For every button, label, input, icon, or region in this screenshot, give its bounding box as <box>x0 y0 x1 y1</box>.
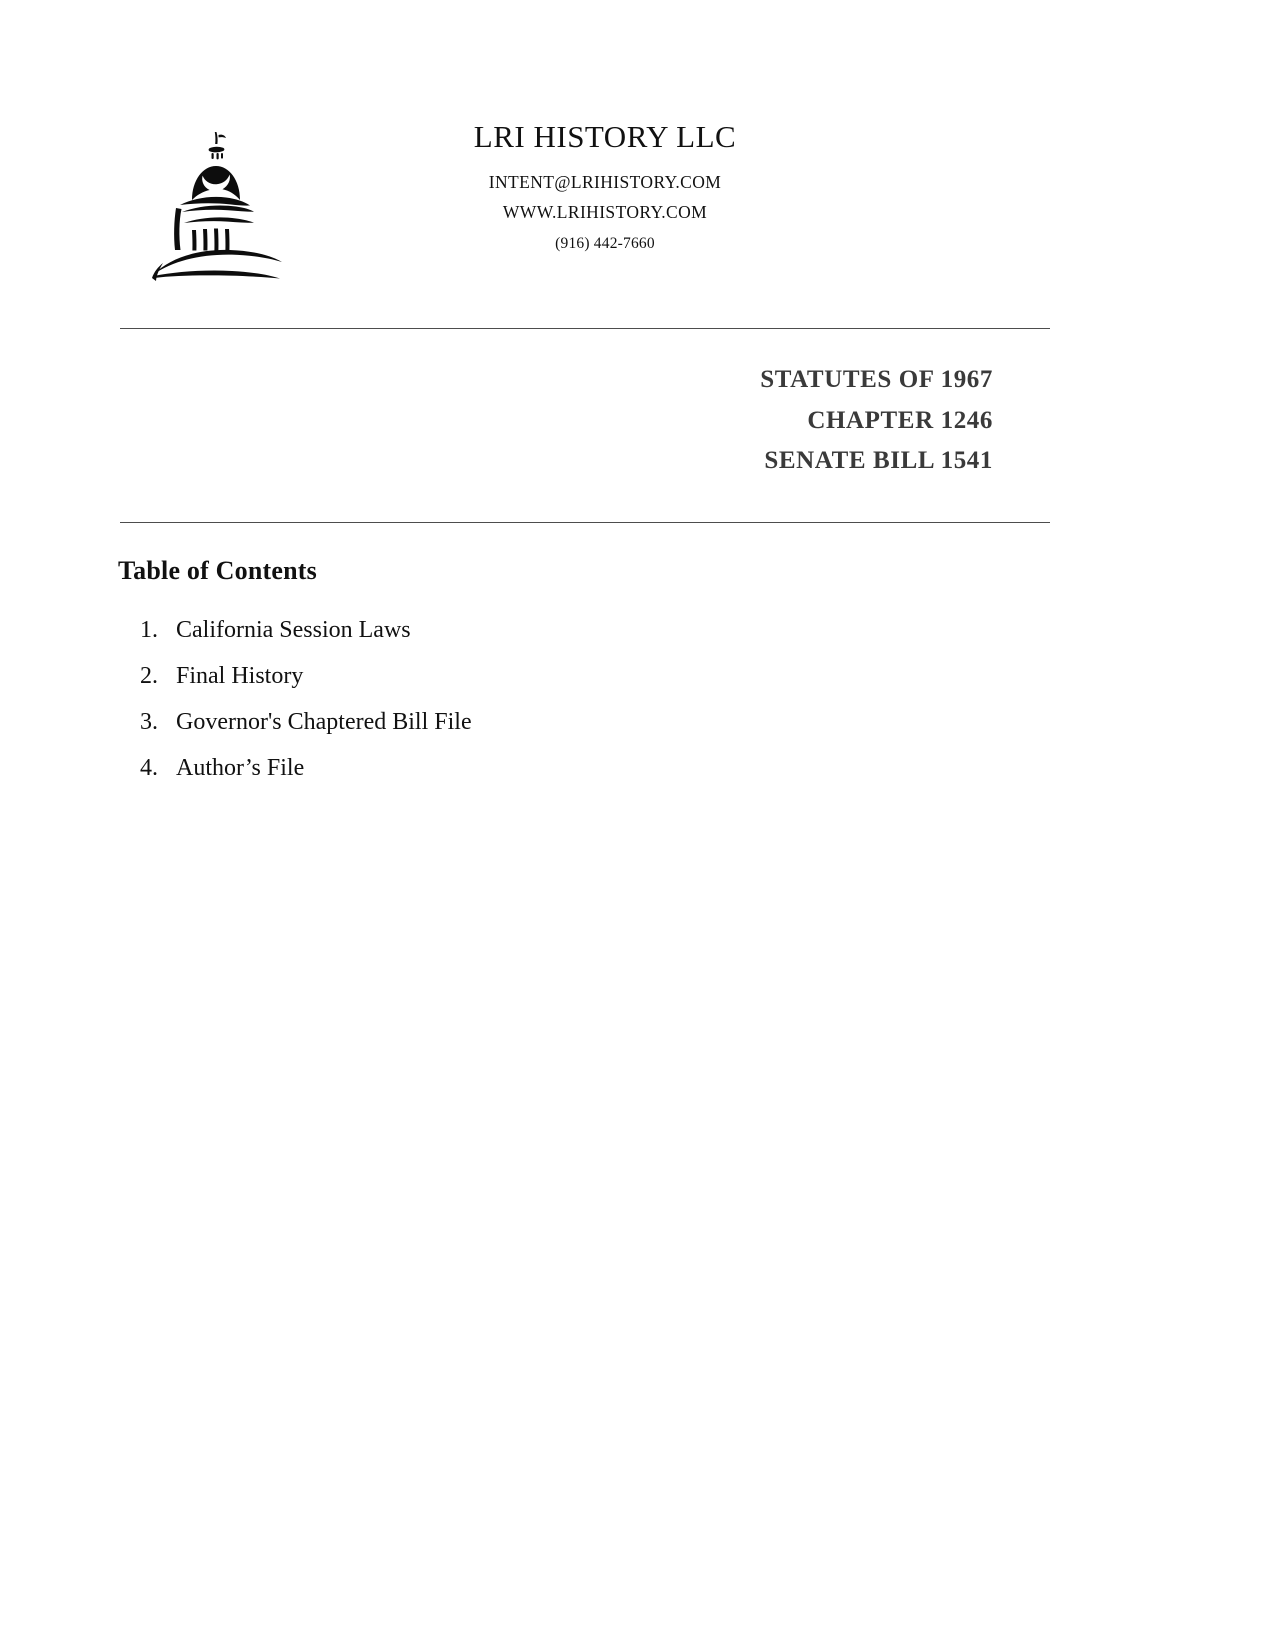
list-item-number: 3. <box>140 709 158 735</box>
org-website: WWW.LRIHISTORY.COM <box>502 202 708 223</box>
chapter-number: CHAPTER 1246 <box>807 406 993 434</box>
list-item-number: 2. <box>140 663 158 689</box>
list-item-label: Author’s File <box>176 755 305 781</box>
letterhead <box>120 118 1050 301</box>
org-email: INTENT@LRIHISTORY.COM <box>488 171 722 192</box>
list-item[interactable] <box>140 710 472 734</box>
list-item[interactable] <box>140 664 472 688</box>
list-item[interactable] <box>140 756 472 780</box>
logo-container <box>120 118 310 301</box>
org-phone: (916) 442-7660 <box>555 235 655 252</box>
table-of-contents-list <box>140 618 472 802</box>
divider-top <box>120 328 1050 329</box>
document-title-block <box>120 360 993 482</box>
list-item-label: Governor's Chaptered Bill File <box>176 709 472 735</box>
divider-bottom <box>120 522 1050 523</box>
list-item[interactable] <box>140 618 472 642</box>
list-item-number: 1. <box>140 617 158 643</box>
statutes-year: STATUTES OF 1967 <box>760 366 993 393</box>
list-item-number: 4. <box>140 755 158 781</box>
table-of-contents-heading: Table of Contents <box>118 556 317 585</box>
capitol-dome-logo-icon <box>140 126 290 301</box>
list-item-label: California Session Laws <box>176 617 411 643</box>
org-name: LRI HISTORY LLC <box>473 119 737 154</box>
bill-number: SENATE BILL 1541 <box>764 447 993 474</box>
org-info <box>310 118 1050 259</box>
list-item-label: Final History <box>176 663 304 689</box>
